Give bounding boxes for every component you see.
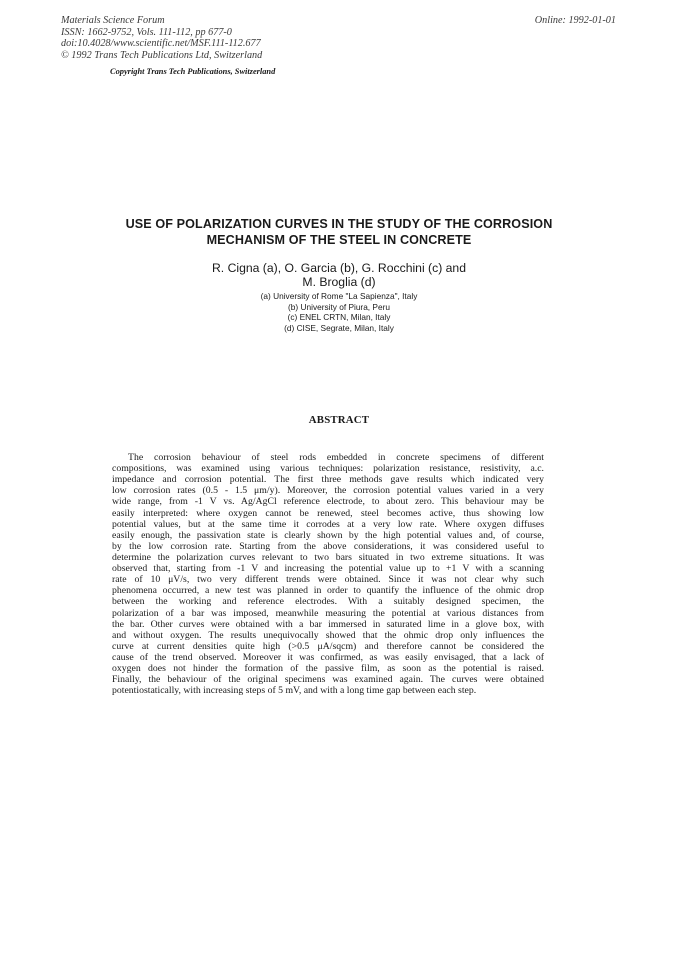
affiliation-b: (b) University of Piura, Peru — [288, 301, 390, 312]
abstract-line: potentiostatically, with increasing steps of 5 mV, and with a long time gap between each step. — [112, 685, 477, 697]
paper-title — [60, 217, 618, 248]
abstract-line: impedance and corrosion potential. The first three methods gave results which indicated very — [112, 474, 544, 486]
abstract-line: phenomena occurred, a new test was planned in order to quantify the influence of the ohmic drop — [112, 585, 544, 597]
abstract-line: between the working and reference electrodes. With a suitably designed specimen, the — [112, 596, 544, 608]
journal-name: Materials Science Forum — [61, 15, 165, 26]
abstract-line: easily interpreted: where oxygen cannot be renewed, steel becomes active, thus showing low — [112, 507, 544, 519]
abstract-line: potential values, but at the same time it corrodes at a very low rate. Where oxygen diffuses — [112, 518, 544, 530]
author-list — [60, 262, 618, 289]
abstract-line: The corrosion behaviour of steel rods embedded in concrete specimens of different — [128, 452, 544, 463]
journal-header — [61, 15, 262, 61]
abstract-line: wide range, from -1 V vs. Ag/AgCl reference electrode, to about zero. This behaviour may be — [112, 496, 544, 508]
abstract-line: low corrosion rates (0.5 - 1.5 μm/y). Moreover, the corrosion potential values varied in a very — [112, 485, 544, 497]
authors-line-2: M. Broglia (d) — [302, 274, 376, 289]
authors-line-1: R. Cigna (a), O. Garcia (b), G. Rocchini (c) and — [212, 261, 466, 275]
abstract-line: polarization of a bar was imposed, meanwhile measuring the potential at various distances from — [112, 607, 544, 619]
abstract-line: Finally, the behaviour of the original specimens was examined again. The curves were obtained — [112, 674, 544, 686]
affiliation-a: (a) University of Rome "La Sapienza", Italy — [260, 291, 418, 301]
abstract-line: compositions, was examined using various techniques: polarization resistance, resistivity, a.c. — [112, 463, 544, 475]
title-line-1: USE OF POLARIZATION CURVES IN THE STUDY OF THE CORROSION — [125, 217, 553, 231]
abstract-line: and without oxygen. The results unequivocally showed that the ohmic drop only influences the — [112, 629, 544, 641]
publisher-copyright: Copyright Trans Tech Publications, Switzerland — [110, 67, 276, 76]
abstract-line: curve at current densities quite high (>0.5 μA/sqcm) and therefore cannot be considered the — [112, 640, 544, 652]
abstract-line: observed that, starting from -1 V and increasing the potential value up to +1 V with a scanning — [112, 563, 544, 575]
abstract-heading: ABSTRACT — [308, 414, 370, 426]
issn-line: ISSN: 1662-9752, Vols. 111-112, pp 677-0 — [61, 26, 232, 38]
copyright-line: © 1992 Trans Tech Publications Ltd, Switzerland — [61, 49, 263, 61]
abstract-line: rate of 10 μV/s, two very different trends were obtained. Since it was not clear why such — [112, 574, 544, 586]
doi-link[interactable]: doi:10.4028/www.scientific.net/MSF.111-112.677 — [61, 38, 261, 49]
online-date: Online: 1992-01-01 — [534, 15, 616, 26]
abstract-line: determine the polarization curves relevant to two bars situated in two extreme situations. It was — [112, 551, 544, 563]
abstract-line: easily enough, the passivation state is clearly shown by the high potential values and, of course, — [112, 529, 544, 541]
abstract-line: oxygen does not hinder the formation of the passive film, as soon as the potential is raised. — [112, 663, 544, 675]
abstract-body — [112, 452, 544, 696]
abstract-line: cause of the trend observed. Moreover it was confirmed, as was easily envisaged, that a lack of — [112, 651, 544, 663]
abstract-line: by the low corrosion rate. Starting from the above considerations, it was considered useful to — [112, 540, 544, 552]
affiliation-c: (c) ENEL CRTN, Milan, Italy — [287, 312, 391, 323]
affiliation-d: (d) CISE, Segrate, Milan, Italy — [284, 322, 394, 333]
title-line-2: MECHANISM OF THE STEEL IN CONCRETE — [206, 232, 472, 247]
affiliations — [60, 291, 618, 333]
abstract-line: the bar. Other curves were obtained with a bar immersed in saturated lime in a glove box, with — [112, 618, 544, 630]
